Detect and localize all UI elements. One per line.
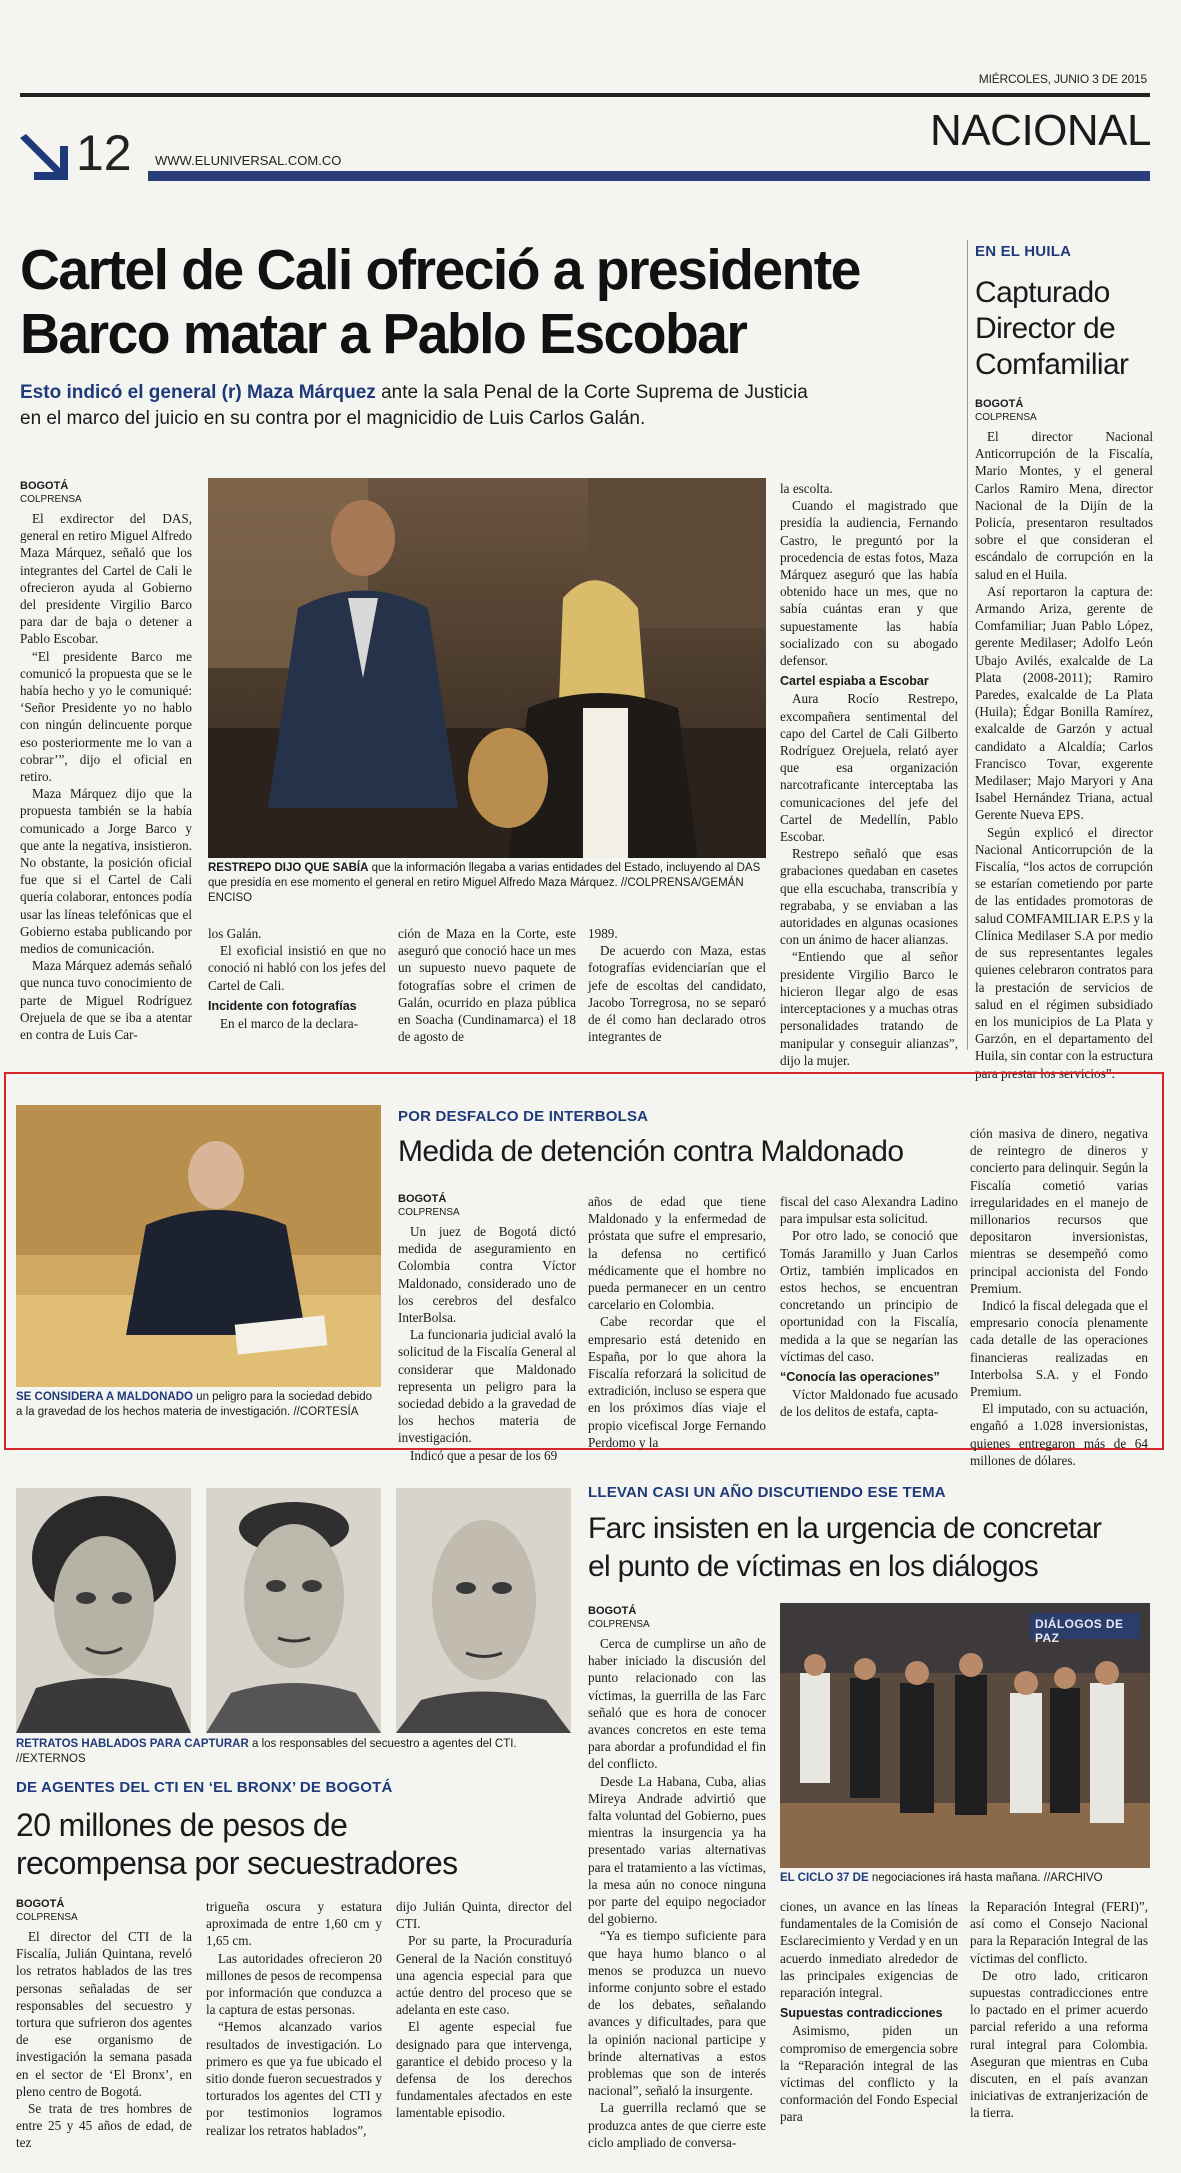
paragraph: Restrepo señaló que esas grabaciones quedaban en casetes que ella escuchaba, transcribía y regrababa, y se enviaban a las autoridades en algunas ocasiones con un ánimo de hacer alianzas. — [780, 846, 958, 948]
farc-headline-line2: el punto de víctimas en los diálogos — [588, 1550, 1039, 1583]
subhead: “Conocía las operaciones” — [780, 1370, 940, 1385]
paragraph: “El presidente Barco me comunicó la propuesta que se le había hecho y yo le comuniqué: ‘Señor Presidente yo no hablo con ningún delincuente porque eso posteriormente me lo van a cobrar’”, dijo el oficial en retiro. — [20, 648, 192, 785]
sketches-caption-bold: RETRATOS HABLADOS PARA CAPTURAR — [16, 1738, 249, 1750]
lead-deck — [20, 380, 810, 432]
maldonado-photo-caption — [16, 1390, 376, 1420]
farc-column-3 — [970, 1898, 1148, 2133]
paragraph: ciones, un avance en las líneas fundamentales de la Comisión de Esclarecimiento y Verdad y en un acuerdo inmediato alrededor de las principales exigencias de reparación integral. — [780, 1899, 958, 2001]
cti-headline-line1: 20 millones de pesos de — [16, 1807, 348, 1843]
farc-kicker: LLEVAN CASI UN AÑO DISCUTIENDO ESE TEMA — [588, 1484, 946, 1501]
maldonado-column-3 — [780, 1193, 958, 1433]
lead-column-4 — [588, 925, 766, 1050]
maldonado-caption-bold: SE CONSIDERA A MALDONADO — [16, 1391, 193, 1403]
masthead-rule — [148, 171, 1150, 181]
paragraph: ción de Maza en la Corte, este aseguró que conoció hace un mes un supuesto nuevo paquete de fotografías sobre el crimen de Galán, ocurrido en plaza pública en Soacha (Cundinamarca) el 18 de agosto de — [398, 926, 576, 1045]
lead-headline-line1: Cartel de Cali ofreció a presidente — [20, 238, 860, 302]
sketches-caption-text: a los responsables del secuestro a agentes del CTI. //EXTERNOS — [16, 1738, 517, 1765]
paragraph: El agente especial fue designado para que intervenga, garantice el debido proceso y la defensa de los derechos fundamentales afectados en este lamentable episodio. — [396, 2019, 572, 2121]
paragraph: Cuando el magistrado que presidía la audiencia, Fernando Castro, le preguntó por la procedencia de estas fotos, Maza Márquez aseguró que las había obtenido hace un mes, que no sabía cuántas eran y que supuestamente las había socializado con su abogado defensor. — [780, 498, 958, 669]
paragraph: Indicó que a pesar de los 69 — [410, 1447, 558, 1463]
paragraph: la Reparación Integral (FERI)”, así como el Consejo Nacional para la Reparación Integral de las víctimas del conflicto. — [970, 1899, 1148, 1966]
paragraph: Así reportaron la captura de: Armando Ariza, gerente de Comfamiliar; Juan Pablo López, gerente Medilaser; Adolfo León Ubajo Avilés, exalcalde de La Plata (2008-2011); Ramiro Paredes, exalcalde de La Plata (Huila); Édgar Bonilla Ramírez, exalcalde de Garzón y actual candidato a Alcaldía; Carlos Francisco Tovar, exgerente Medilaser; Majo Maryori y Ana Isabel Hernández Triana, actual Gerente Nueva EPS. — [975, 583, 1153, 823]
cti-agency: COLPRENSA — [16, 1912, 78, 1923]
paragraph: Maza Márquez dijo que la propuesta también se la había comunicado a Jorge Barco y que ante la negativa, insistieron. No obstante, la posición oficial fue que si el Cartel de Cali quería colaborar, entonces podía usar las líneas telefónicas que el Gobierno estaba publicando por medios de comunicación. — [20, 786, 192, 957]
lead-photo — [208, 478, 766, 858]
paragraph: El imputado, con su actuación, engañó a 1.028 inversionistas, quienes entregaron más de 64 millones de dólares. — [970, 1401, 1148, 1468]
paragraph: En el marco de la declara- — [220, 1016, 359, 1032]
paragraph: Un juez de Bogotá dictó medida de aseguramiento en Colombia contra Víctor Maldonado, considerado uno de los cerebros del desfalco InterBolsa. — [398, 1224, 576, 1326]
farc-dateline: BOGOTÁ — [588, 1605, 637, 1617]
sketch-portrait-1 — [16, 1488, 191, 1733]
paragraph: 1989. — [588, 926, 618, 941]
sketch-portrait-3 — [396, 1488, 571, 1733]
paragraph: De otro lado, criticaron supuestas contradicciones entre lo pactado en el primer acuerdo parcial referido a una reforma rural integral para Colombia. Aseguran que mientras en Cuba discuten, en el país avanzan iniciativas de extranjerización de la tierra. — [970, 1967, 1148, 2121]
paragraph: De acuerdo con Maza, estas fotografías evidenciarían que el jefe de escoltas del candidato, Jacobo Torregrosa, no se separó de él como han declarado otros integrantes de — [588, 943, 766, 1045]
lead-caption-bold: RESTREPO DIJO QUE SABÍA — [208, 862, 369, 874]
sidebar-divider — [967, 240, 968, 1050]
sidebar-column — [975, 398, 1153, 1081]
maldonado-dateline: BOGOTÁ — [398, 1193, 447, 1205]
farc-caption-bold: EL CICLO 37 DE — [780, 1872, 869, 1884]
farc-agency: COLPRENSA — [588, 1619, 650, 1630]
maldonado-caption-text: un peligro para la sociedad debido a la gravedad de los hechos materia de investigación. //CORTESÍA — [16, 1391, 373, 1418]
subhead: Incidente con fotografías — [208, 998, 357, 1013]
website-url: WWW.ELUNIVERSAL.COM.CO — [155, 153, 342, 168]
lead-deck-bold: Esto indicó el general (r) Maza Márquez — [20, 382, 376, 403]
paragraph: Según explicó el director Nacional Anticorrupción de la Fiscalía, “los actos de corrupción se estarían cometiendo por parte de las entidades promotoras de salud COMFAMILIAR E.P.S y la Clínica Medilaser S.A por medio de sus representantes legales quienes celebraron contratos para la prestación de servicios de salud en el régimen subsidiado en los municipios de La Plata y Garzón, en el departamento del Huila, sin contar con la estructura para prestar los servicios”. — [975, 824, 1153, 1081]
paragraph: El director del CTI de la Fiscalía, Julián Quintana, reveló los retratos hablados de las tres personas señaladas de ser responsables del secuestro y tortura que sufrieron dos agentes de ese organismo de investigación la semana pasada en el sector de ‘El Bronx’, en pleno centro de Bogotá. — [16, 1929, 192, 2099]
paragraph: Aura Rocío Restrepo, excompañera sentimental del capo del Cartel de Cali Gilberto Rodríguez Orejuela, relató ayer que esa organización narcotraficante interceptaba las comunicaciones del jefe del Cartel de Medellín, Pablo Escobar. — [780, 691, 958, 845]
masthead-top-rule — [20, 93, 1150, 97]
paragraph: Se trata de tres hombres de entre 25 y 45 años de edad, de tez — [16, 2101, 192, 2151]
paragraph: “Entiendo que al señor presidente Virgilio Barco le hicieron llegar algo de esas interceptaciones y a muchas otras personalidades tratando de manipular y conseguir alianzas”, dijo la mujer. — [780, 949, 958, 1068]
farc-column-1 — [588, 1605, 766, 2150]
maldonado-photo — [16, 1105, 381, 1387]
maldonado-column-1 — [398, 1193, 576, 1463]
paragraph: años de edad que tiene Maldonado y la enfermedad de próstata que sufre el empresario, la defensa no certificó médicamente que el hombre no pueda permanecer en un centro carcelario en Colombia. — [588, 1194, 766, 1313]
farc-headline-line1: Farc insisten en la urgencia de concretar — [588, 1512, 1102, 1545]
section-name: NACIONAL — [930, 106, 1151, 155]
paragraph: trigueña oscura y estatura aproximada de entre 1,60 cm y 1,65 cm. — [206, 1899, 382, 1949]
maldonado-column-4 — [970, 1125, 1148, 1468]
lead-photo-caption — [208, 861, 766, 906]
farc-column-2 — [780, 1898, 958, 2133]
paragraph: los Galán. — [208, 926, 262, 941]
cti-dateline: BOGOTÁ — [16, 1898, 65, 1910]
page-number: 12 — [76, 125, 132, 181]
paragraph: “Hemos alcanzado varios resultados de investigación. Lo primero es que ya fue ubicado el sitio donde fueron secuestrados y torturados los agentes del CTI y por testimonios logramos realizar los retratos hablados”, — [206, 2019, 382, 2138]
paragraph: La guerrilla reclamó que se produzca antes de que cierre este ciclo ampliado de conversa- — [588, 2100, 766, 2150]
sketches-caption — [16, 1737, 576, 1767]
paragraph: Indicó la fiscal delegada que el empresario conocía plenamente cada detalle de las operaciones financieras realizadas en Interbolsa S.A. y el Fondo Premium. — [970, 1298, 1148, 1400]
farc-caption-text: negociaciones irá hasta mañana. //ARCHIVO — [868, 1872, 1103, 1884]
paragraph: ción masiva de dinero, negativa de reintegro de dineros y concierto para delinquir. Según la Fiscalía cometió varias irregularidades en el manejo de millonarios recursos que depositaron inversionistas, mientras se desempeñó como principal accionista del Fondo Premium. — [970, 1126, 1148, 1296]
paragraph: fiscal del caso Alexandra Ladino para impulsar esta solicitud. — [780, 1194, 958, 1227]
lead-caption-text: que la información llegaba a varias entidades del Estado, incluyendo al DAS que presidía en ese momento el general en retiro Miguel Alfredo Maza Márquez. //COLPRENSA/GEMÁN ENCISO — [208, 862, 761, 904]
maldonado-agency: COLPRENSA — [398, 1207, 460, 1218]
paragraph: Asimismo, piden un compromiso de emergencia sobre la “Reparación integral de las víctimas del conflicto y la conformación del Fondo Especial para — [780, 2023, 958, 2125]
sidebar-headline: Capturado Director de Comfamiliar — [975, 276, 1129, 381]
lead-dateline: BOGOTÁ — [20, 480, 69, 492]
lead-column-1 — [20, 480, 192, 1050]
paragraph: La funcionaria judicial avaló la solicitud de la Fiscalía General al considerar que Maldonado representa un peligro para la sociedad debido a la gravedad de los hechos materia de investigación. — [398, 1327, 576, 1446]
maldonado-column-2 — [588, 1193, 766, 1450]
paragraph: Por otro lado, se conoció que Tomás Jaramillo y Juan Carlos Ortiz, también implicados en estos hechos, se encuentran concretando un principio de oportunidad con la Fiscalía, medida a la que se negarían las víctimas del caso. — [780, 1228, 958, 1364]
paragraph: Por su parte, la Procuraduría General de la Nación constituyó una agencia especial para que actúe dentro del proceso que se adelanta en este caso. — [396, 1933, 572, 2018]
cti-headline — [16, 1806, 458, 1882]
paragraph: Cerca de cumplirse un año de haber iniciado la discusión del punto relacionado con las víctimas, la guerrilla de las Farc señaló que es hora de conocer avances concretos en este tema para abordar a profundidad el fin del conflicto. — [588, 1636, 766, 1772]
farc-headline — [588, 1510, 1158, 1586]
cti-headline-line2: recompensa por secuestradores — [16, 1845, 458, 1881]
cti-column-3 — [396, 1898, 572, 2133]
sidebar-dateline: BOGOTÁ — [975, 398, 1024, 410]
maldonado-kicker: POR DESFALCO DE INTERBOLSA — [398, 1108, 649, 1125]
paragraph: dijo Julián Quinta, director del CTI. — [396, 1899, 572, 1932]
arrow-icon — [20, 130, 70, 182]
subhead: Supuestas contradicciones — [780, 2006, 943, 2021]
cti-column-1 — [16, 1898, 192, 2151]
paragraph: El director Nacional Anticorrupción de la Fiscalía, Mario Montes, y el general Carlos Ramiro Mena, director Nacional de la Dijín de la Policía, presentaron resultados sobre el que consideran el escándalo de corrupción en la salud en el Huila. — [975, 429, 1153, 582]
farc-photo-caption — [780, 1871, 1150, 1886]
paragraph: “Ya es tiempo suficiente para que haya humo blanco o al menos se produzca un nuevo informe conjunto sobre el estado de los debates, señalando avances y dificultades, para que la opinión nacional participe y brinde alternativas a estos problemas que son de interés nacional”, señaló la insurgente. — [588, 1928, 766, 2099]
subhead: Cartel espiaba a Escobar — [780, 674, 929, 689]
lead-deck-text: ante la sala Penal de la Corte Suprema de Justicia en el marco del juicio en su contra por el magnicidio de Luis Carlos Galán. — [20, 382, 808, 429]
cti-kicker: DE AGENTES DEL CTI EN ‘EL BRONX’ DE BOGOTÁ — [16, 1779, 393, 1796]
paragraph: la escolta. — [780, 481, 833, 496]
paragraph: Las autoridades ofrecieron 20 millones de pesos de recompensa por información que conduzca a la captura de estas personas. — [206, 1950, 382, 2018]
farc-photo-banner: DIÁLOGOS DE PAZ — [1035, 1617, 1124, 1645]
paragraph: Maza Márquez además señaló que nunca tuvo conocimiento de parte de Miguel Rodríguez Orejuela de que se iba a atentar en contra de Luis Car- — [20, 958, 192, 1043]
sidebar-agency: COLPRENSA — [975, 412, 1037, 423]
farc-photo — [780, 1603, 1150, 1868]
sketch-portrait-2 — [206, 1488, 381, 1733]
lead-headline-line2: Barco matar a Pablo Escobar — [20, 302, 747, 366]
lead-agency: COLPRENSA — [20, 494, 82, 505]
sidebar-kicker: EN EL HUILA — [975, 243, 1072, 260]
maldonado-headline: Medida de detención contra Maldonado — [398, 1135, 904, 1168]
paragraph: Desde La Habana, Cuba, alias Mireya Andrade advirtió que falta voluntad del Gobierno, pues mientras la insurgencia ya ha presentado varias alternativas para el tratamiento a las víctimas, la mesa aún no conoce ninguna por parte del equipo negociador del gobierno. — [588, 1773, 766, 1927]
cti-column-2 — [206, 1898, 382, 2138]
paragraph: Cabe recordar que el empresario está detenido en España, por lo que ahora la Fiscalía reforzará la solicitud de extradición, incluso se espera que en los próximos días viaje el propio vicefiscal Jorge Fernando Perdomo y la — [588, 1314, 766, 1450]
lead-column-3 — [398, 925, 576, 1050]
paragraph: Víctor Maldonado fue acusado de los delitos de estafa, capta- — [780, 1387, 958, 1420]
paragraph: El exoficial insistió en que no conoció ni habló con los jefes del Cartel de Cali. — [208, 943, 386, 993]
lead-column-2 — [208, 925, 386, 1050]
issue-date: MIÉRCOLES, JUNIO 3 DE 2015 — [978, 72, 1147, 86]
paragraph: El exdirector del DAS, general en retiro Miguel Alfredo Maza Márquez, señaló que los integrantes del Cartel de Cali le ofrecieron ayuda al Gobierno del presidente Virgilio Barco para dar de baja o detener a Pablo Escobar. — [20, 511, 192, 647]
lead-headline — [20, 238, 860, 366]
lead-column-5 — [780, 480, 958, 1068]
